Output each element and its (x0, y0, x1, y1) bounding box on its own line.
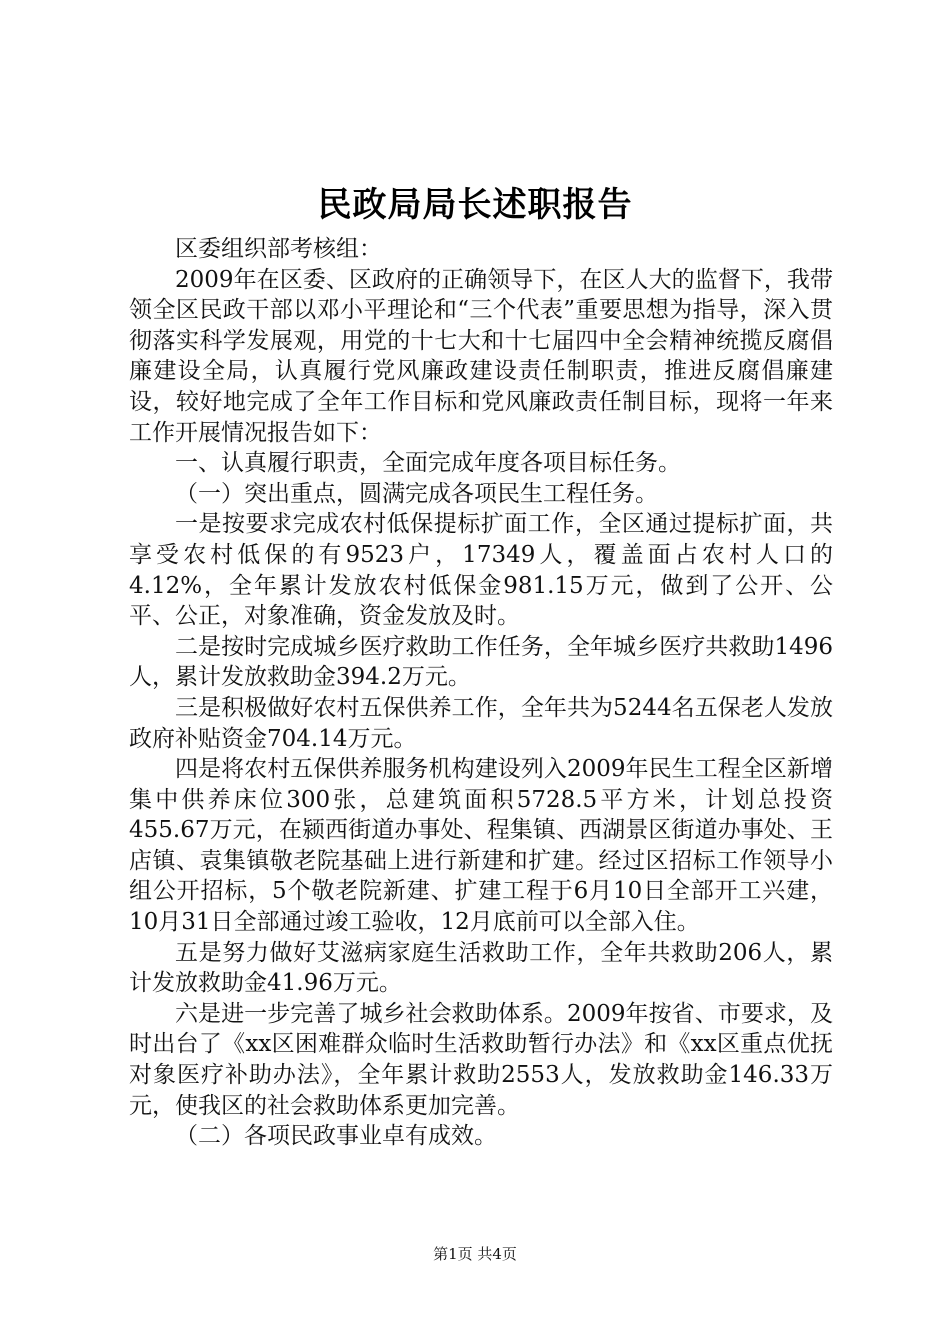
paragraph: 六是进一步完善了城乡社会救助体系。2009年按省、市要求，及时出台了《xx区困难群众临时生活救助暂行办法》和《xx区重点优抚对象医疗补助办法》，全年累计救助2553人，发放救助金146.33万元，使我区的社会救助体系更加完善。 (129, 1000, 833, 1119)
paragraph: 一是按要求完成农村低保提标扩面工作，全区通过提标扩面，共享受农村低保的有9523户，17349人，覆盖面占农村人口的4.12%，全年累计发放农村低保金981.15万元，做到了公开、公平、公正，对象准确，资金发放及时。 (129, 511, 833, 630)
salutation: 区委组织部考核组： (175, 236, 382, 262)
subsection-heading: （二）各项民政事业卓有成效。 (175, 1123, 497, 1150)
paragraph: 五是努力做好艾滋病家庭生活救助工作，全年共救助206人，累计发放救助金41.96万元。 (129, 939, 833, 997)
document-body (129, 234, 833, 1152)
section-heading: 一、认真履行职责，全面完成年度各项目标任务。 (175, 450, 681, 477)
paragraph: 三是积极做好农村五保供养工作，全年共为5244名五保老人发放政府补贴资金704.14万元。 (129, 694, 833, 752)
page-footer: 第1页 共4页 (433, 1245, 517, 1263)
paragraph: 二是按时完成城乡医疗救助工作任务，全年城乡医疗共救助1496人，累计发放救助金394.2万元。 (129, 633, 833, 691)
subsection-heading: （一）突出重点，圆满完成各项民生工程任务。 (175, 480, 658, 507)
paragraph: 2009年在区委、区政府的正确领导下，在区人大的监督下，我带领全区民政干部以邓小平理论和“三个代表”重要思想为指导，深入贯彻落实科学发展观，用党的十七大和十七届四中全会精神统揽反腐倡廉建设全局，认真履行党风廉政建设责任制职责，推进反腐倡廉建设，较好地完成了全年工作目标和党风廉政责任制目标，现将一年来工作开展情况报告如下： (129, 266, 833, 446)
document-title: 民政局局长述职报告 (317, 185, 633, 225)
paragraph: 四是将农村五保供养服务机构建设列入2009年民生工程全区新增集中供养床位300张，总建筑面积5728.5平方米，计划总投资455.67万元，在颍西街道办事处、程集镇、西湖景区街道办事处、王店镇、袁集镇敬老院基础上进行新建和扩建。经过区招标工作领导小组公开招标，5个敬老院新建、扩建工程于6月10日全部开工兴建，10月31日全部通过竣工验收，12月底前可以全部入住。 (129, 756, 833, 936)
